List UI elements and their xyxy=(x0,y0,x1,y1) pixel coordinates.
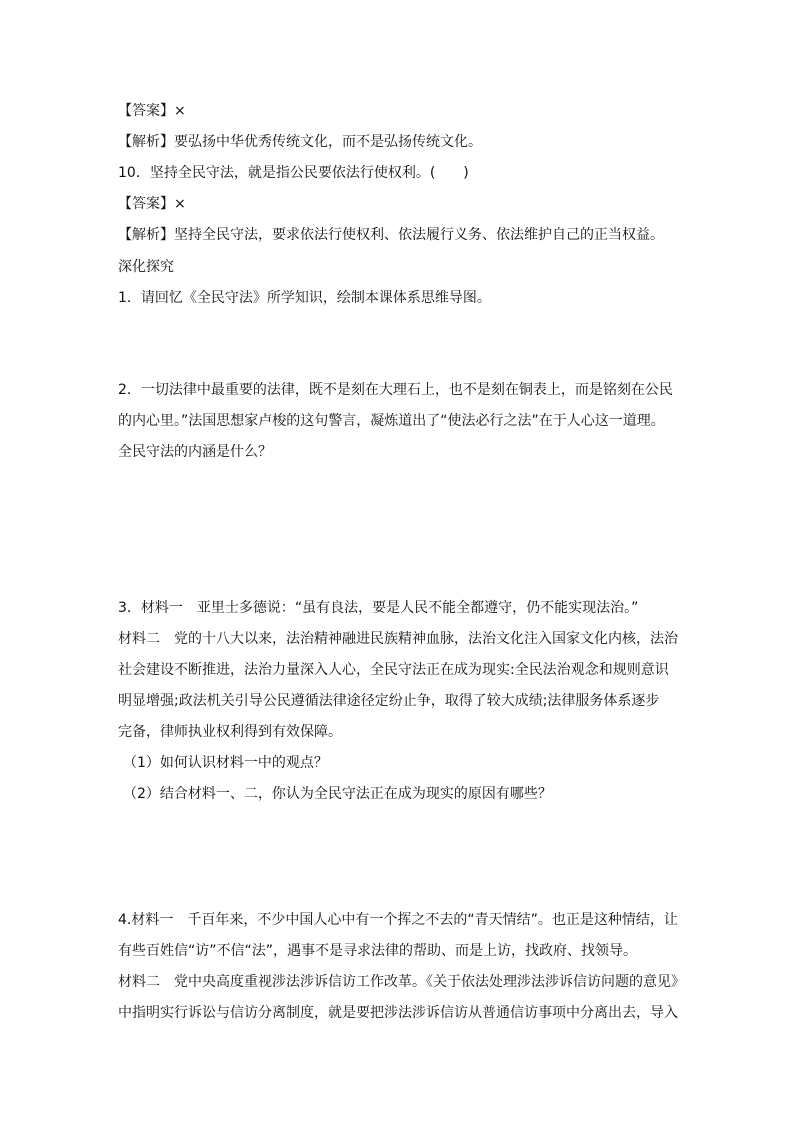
section-title: 深化探究 xyxy=(118,259,174,275)
question-3-line: 材料二 党的十八大以来，法治精神融进民族精神血脉，法治文化注入国家文化内核，法治 xyxy=(118,631,678,647)
question-2-line: 2．一切法律中最重要的法律，既不是刻在大理石上，也不是刻在铜表上，而是铭刻在公民 xyxy=(118,382,673,398)
question-3-line: 完备，律师执业权利得到有效保障。 xyxy=(118,724,342,740)
question-4-line: 中指明实行诉讼与信访分离制度，就是要把涉法涉诉信访从普通信访事项中分离出去，导入 xyxy=(118,1005,678,1021)
question-3-line: 3．材料一 亚里士多德说：“虽有良法，要是人民不能全都遵守，仍不能实现法治。” xyxy=(118,600,639,616)
question-4-line: 4.材料一 千百年来，不少中国人心中有一个挥之不去的“青天情结”。也正是这种情结，让 xyxy=(118,912,678,928)
question-3-line: 社会建设不断推进，法治力量深入人心，全民守法正在成为现实:全民法治观念和规则意识 xyxy=(118,662,669,678)
answer-label: 【答案】× xyxy=(118,196,186,212)
analysis-text: 【解析】要弘扬中华优秀传统文化，而不是弘扬传统文化。 xyxy=(118,134,482,150)
analysis-text: 【解析】坚持全民守法，要求依法行使权利、依法履行义务、依法维护自己的正当权益。 xyxy=(118,227,664,243)
answer-label: 【答案】× xyxy=(118,103,186,119)
question-3-line: 明显增强;政法机关引导公民遵循法律途径定纷止争，取得了较大成绩;法律服务体系逐步 xyxy=(118,693,660,709)
question-4-line: 有些百姓信“访”不信“法”，遇事不是寻求法律的帮助、而是上访，找政府、找领导。 xyxy=(118,943,638,959)
sub-question: （1）如何认识材料一中的观点？ xyxy=(123,755,328,771)
question-2-line: 全民守法的内涵是什么？ xyxy=(118,444,272,460)
sub-question: （2）结合材料一、二，你认为全民守法正在成为现实的原因有哪些？ xyxy=(123,786,552,802)
question-2-line: 的内心里。”法国思想家卢梭的这句警言，凝炼道出了“使法必行之法”在于人心这一道理。 xyxy=(118,413,665,429)
question-1: 1．请回忆《全民守法》所学知识，绘制本课体系思维导图。 xyxy=(118,290,491,306)
question-4-line: 材料二 党中央高度重视涉法涉诉信访工作改革。《关于依法处理涉法涉诉信访问题的意见》 xyxy=(118,974,685,990)
question-10: 10．坚持全民守法，就是指公民要依法行使权利。( ) xyxy=(118,165,469,181)
